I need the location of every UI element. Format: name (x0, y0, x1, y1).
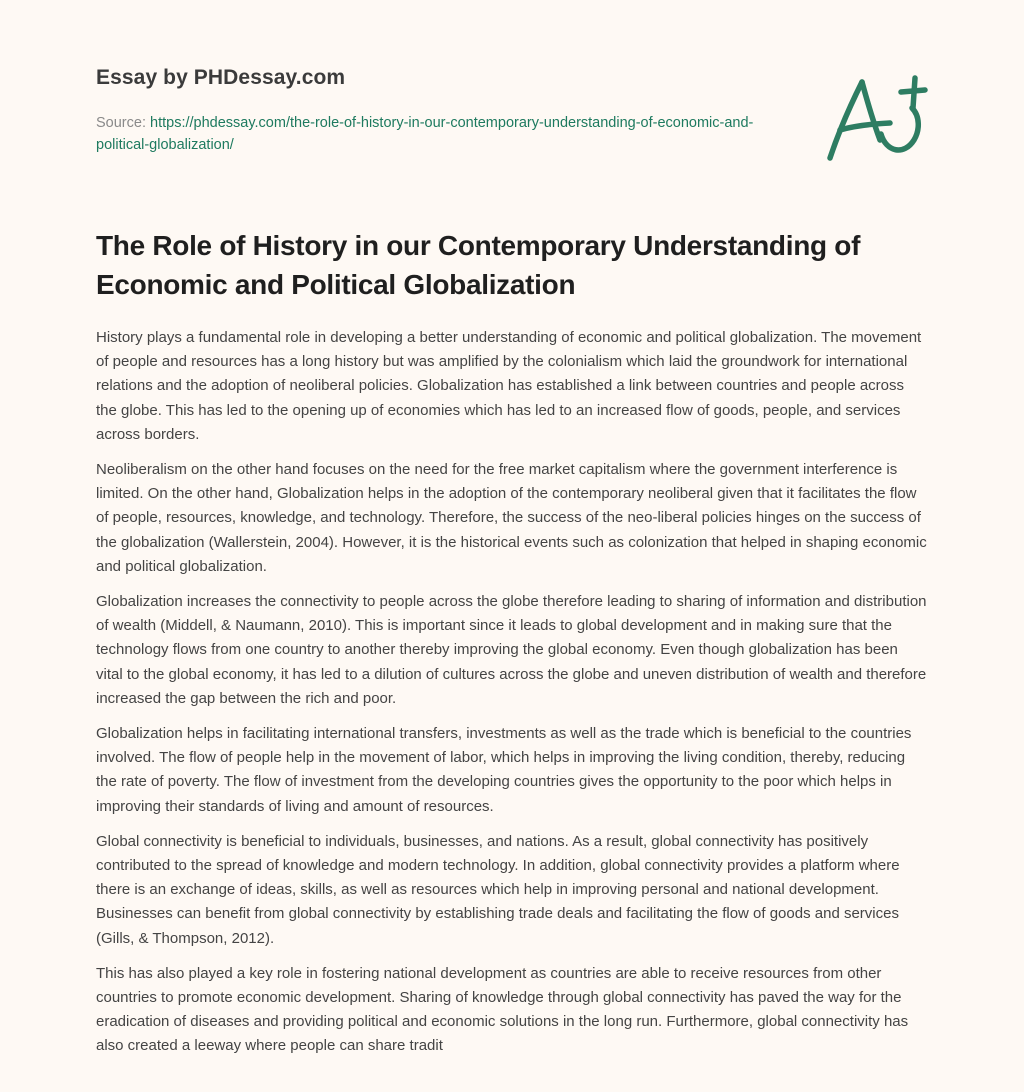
source-link[interactable]: https://phdessay.com/the-role-of-history-in-our-contemporary-understanding-of-economic-and-political-globalization/ (96, 115, 754, 153)
paragraph: History plays a fundamental role in developing a better understanding of economic and political globalization. The movement of people and resources has a long history but was amplified by the colonialism which laid the groundwork for international relations and the adoption of neoliberal policies. Globalization has established a link between countries and people across the globe. This has led to the opening up of economies which has led to an increased flow of goods, people, and services across borders. (96, 329, 922, 443)
a-plus-grade-icon (824, 68, 928, 168)
paragraph: This has also played a key role in fostering national development as countries are able to receive resources from other countries to promote economic development. Sharing of knowledge through global connectivity has paved the way for the eradication of diseases and providing political and economic solutions in the long run. Furthermore, global connectivity has also created a leeway where people can share tradit (96, 964, 909, 1055)
page-header (96, 0, 928, 200)
paragraph: Global connectivity is beneficial to individuals, businesses, and nations. As a result, global connectivity has positively contributed to the spread of knowledge and modern technology. In addition, global connectivity provides a platform where there is an exchange of ideas, skills, as well as resources which help in improving personal and national development. Businesses can benefit from global connectivity by establishing trade deals and facilitating the flow of goods and services (Gills, & Thompson, 2012). (96, 832, 900, 947)
paragraph: Neoliberalism on the other hand focuses on the need for the free market capitalism where the government interference is limited. On the other hand, Globalization helps in the adoption of the contemporary neoliberal given that it facilitates the flow of people, resources, knowledge, and technology. Therefore, the success of the neo-liberal policies hinges on the success of the globalization (Wallerstein, 2004). However, it is the historical events such as colonization that helped in shaping economic and political globalization. (96, 461, 927, 575)
essay-page (96, 0, 928, 1055)
brand-title: Essay by PHDessay.com (96, 66, 346, 89)
source-line (96, 112, 776, 156)
paragraph: Globalization helps in facilitating international transfers, investments as well as the trade which is beneficial to the countries involved. The flow of people help in the movement of labor, which helps in improving the living condition, thereby, reducing the rate of poverty. The flow of investment from the developing countries gives the opportunity to the poor which helps in improving their standards of living and amount of resources. (96, 725, 912, 815)
paragraph: Globalization increases the connectivity to people across the globe therefore leading to sharing of information and distribution of wealth (Middell, & Naumann, 2010). This is important since it leads to global development and in making sure that the technology flows from one country to another thereby improving the global economy. Even though globalization has been vital to the global economy, it has led to a dilution of cultures across the globe and uneven distribution of wealth and therefore increased the gap between the rich and poor. (96, 593, 927, 707)
essay-body (96, 326, 928, 1070)
essay-title: The Role of History in our Contemporary Understanding of Economic and Political Globalization (96, 230, 861, 300)
source-label: Source: (96, 115, 146, 131)
